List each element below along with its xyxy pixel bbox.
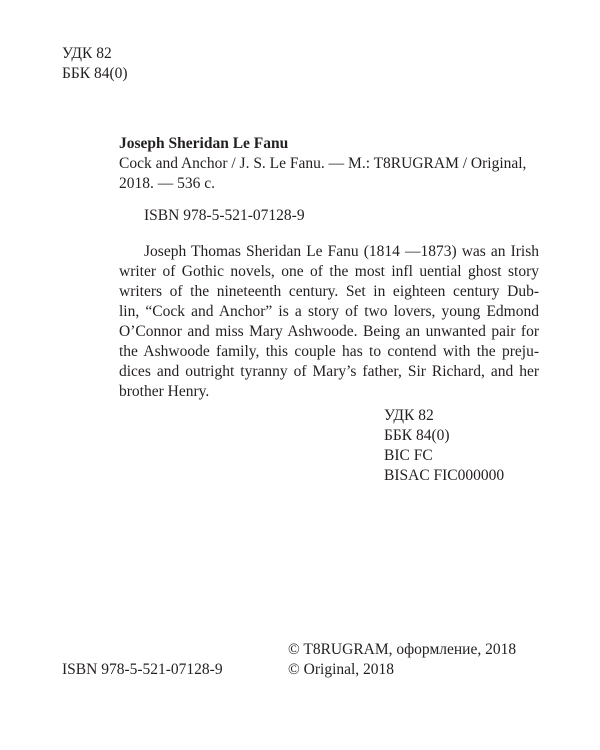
bic-code: BIC FC — [384, 447, 433, 464]
annotation-line: writers of the nineteenth century. Set in eighteen century Dub- — [119, 283, 539, 300]
bisac-code: BISAC FIC000000 — [384, 467, 505, 484]
bbk-code: ББК 84(0) — [62, 65, 128, 82]
bbk-code: ББК 84(0) — [384, 427, 450, 444]
annotation — [119, 242, 539, 402]
annotation-line: lin, “Cock and Anchor” is a story of two lovers, young Edmond — [119, 303, 539, 320]
top-classification-codes — [62, 44, 128, 84]
udk-code: УДК 82 — [62, 45, 112, 62]
annotation-line: the Ashwoode family, this couple has to contend with the preju- — [119, 343, 539, 360]
bibliographic-description — [119, 154, 539, 194]
copyright-line: © T8RUGRAM, оформление, 2018 — [288, 641, 517, 658]
classification-codes — [384, 406, 504, 486]
isbn-bottom: ISBN 978-5-521-07128-9 — [62, 661, 223, 678]
description-line: 2018. — 536 с. — [119, 175, 216, 192]
author-heading: Joseph Sheridan Le Fanu — [119, 135, 289, 152]
annotation-line: brother Henry. — [119, 383, 210, 400]
isbn-main: ISBN 978-5-521-07128-9 — [144, 207, 305, 224]
copyright-notices — [288, 640, 516, 680]
description-line: Cock and Anchor / J. S. Le Fanu. — M.: T8RUGRAM / Original, — [119, 155, 527, 172]
annotation-line: O’Connor and miss Mary Ashwoode. Being an unwanted pair for — [119, 323, 539, 340]
annotation-line: Joseph Thomas Sheridan Le Fanu (1814 —1873) was an Irish — [144, 243, 539, 260]
annotation-line: writer of Gothic novels, one of the most infl uential ghost story — [119, 263, 539, 280]
copyright-line: © Original, 2018 — [288, 661, 395, 678]
annotation-line: dices and outright tyranny of Mary’s father, Sir Richard, and her — [119, 363, 539, 380]
udk-code: УДК 82 — [384, 407, 434, 424]
